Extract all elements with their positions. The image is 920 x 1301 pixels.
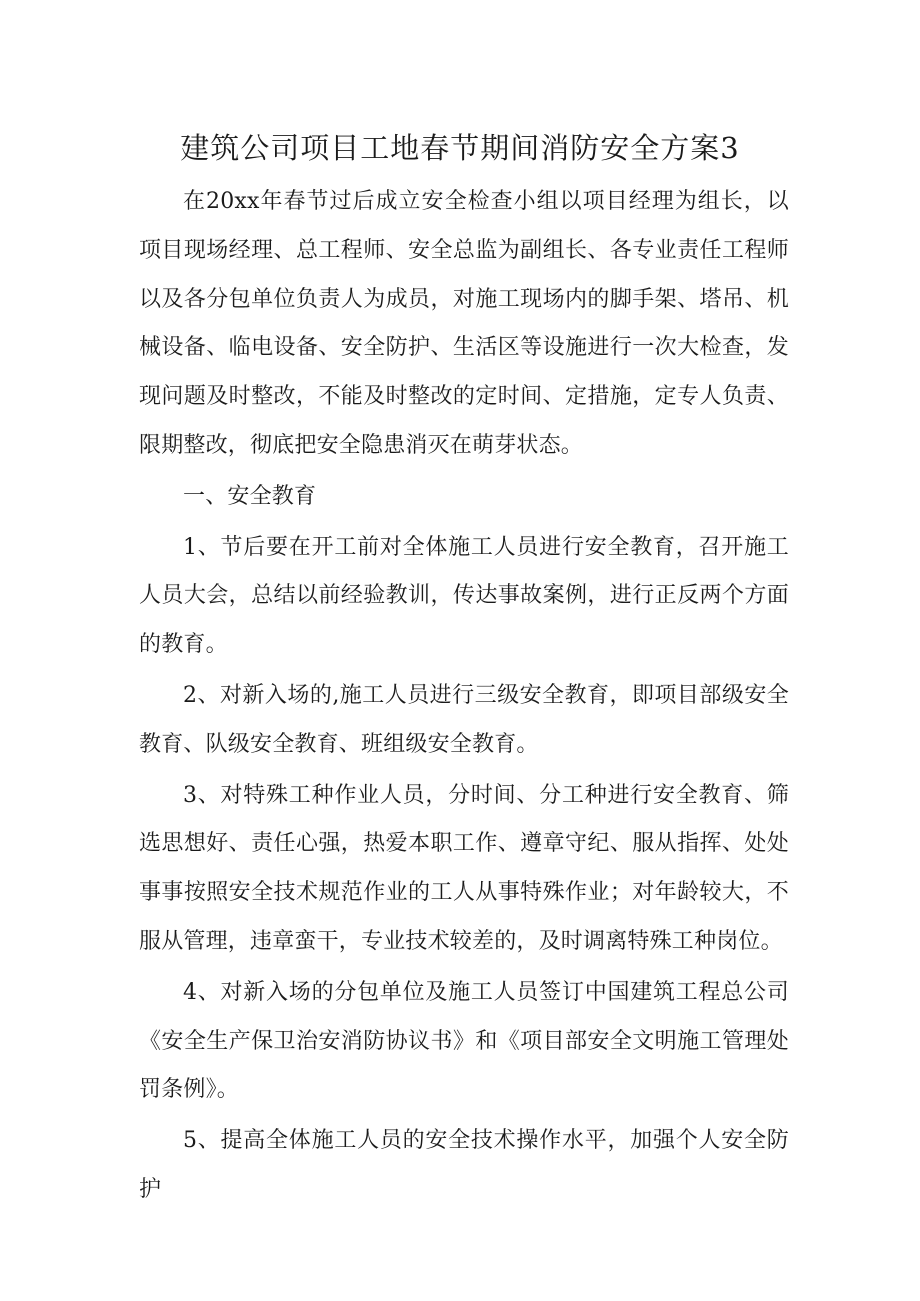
item-4-paragraph: 4、对新入场的分包单位及施工人员签订中国建筑工程总公司《安全生产保卫治安消防协议书》和《项目部安全文明施工管理处罚条例》。 [139,979,789,1103]
item-3-paragraph: 3、对特殊工种作业人员，分时间、分工种进行安全教育、筛选思想好、责任心强，热爱本职工作、遵章守纪、服从指挥、处处事事按照安全技术规范作业的工人从事特殊作业；对年龄较大，不服从管理，违章蛮干，专业技术较差的，及时调离特殊工种岗位。 [139,782,789,954]
document-body [139,178,789,1217]
document-title: 建筑公司项目工地春节期间消防安全方案3 [180,131,740,165]
item-5-paragraph: 5、提高全体施工人员的安全技术操作水平，加强个人安全防护 [139,1128,789,1202]
item-1-paragraph: 1、节后要在开工前对全体施工人员进行安全教育，召开施工人员大会，总结以前经验教训，传达事故案例，进行正反两个方面的教育。 [139,534,789,658]
section-heading-safety-education: 一、安全教育 [183,483,317,509]
intro-paragraph: 在20xx年春节过后成立安全检查小组以项目经理为组长，以项目现场经理、总工程师、安全总监为副组长、各专业责任工程师以及各分包单位负责人为成员，对施工现场内的脚手架、塔吊、机械设备、临电设备、安全防护、生活区等设施进行一次大检查，发现问题及时整改，不能及时整改的定时间、定措施，定专人负责、限期整改，彻底把安全隐患消灭在萌芽状态。 [139,189,789,458]
item-2-paragraph: 2、对新入场的,施工人员进行三级安全教育，即项目部级安全教育、队级安全教育、班组级安全教育。 [139,682,789,757]
